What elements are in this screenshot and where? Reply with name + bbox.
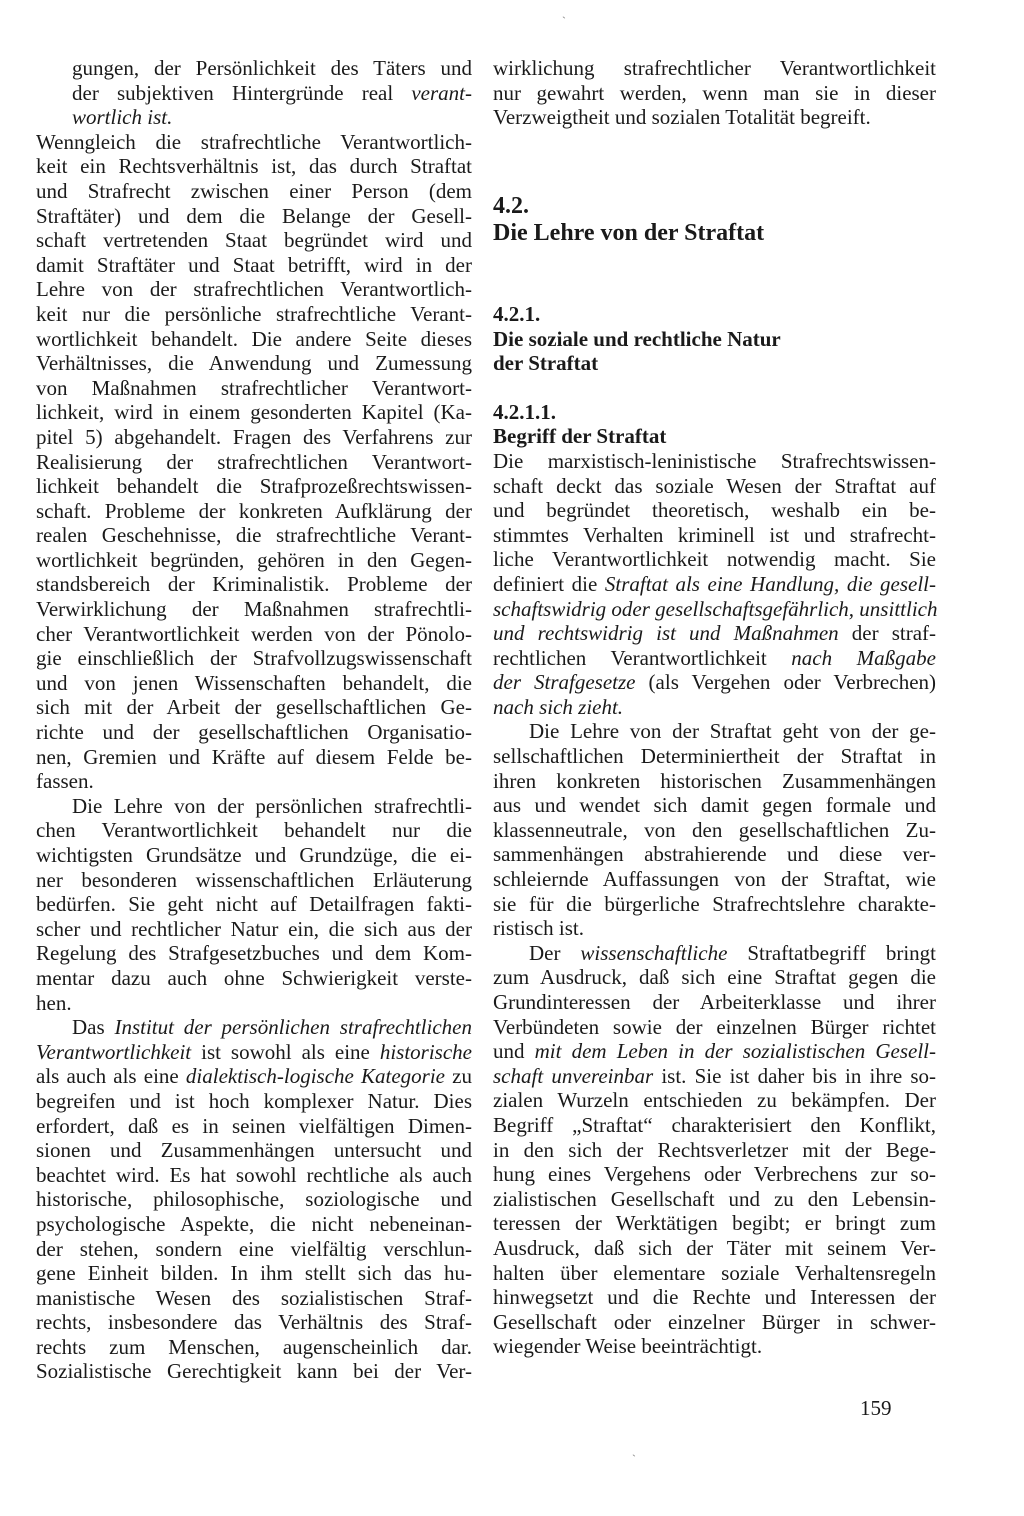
text-line: pitel 5) abgehandelt. Fragen des Verfahrens zur: [36, 424, 472, 449]
text-line: hen.: [36, 990, 72, 1015]
text-line: ner besonderen wissenschaftlichen Erläuterung: [36, 867, 472, 892]
text-line: cher Verantwortlichkeit werden von der Pönolo-: [36, 621, 472, 646]
right-intro: [493, 56, 936, 130]
text-line: als auch als eine dialektisch-logische Kategorie zu: [36, 1064, 472, 1089]
text-line: teressen der Werktätigen begibt; er bringt zum: [493, 1211, 936, 1236]
text-line: rechts, insbesondere das Verhältnis des Straf-: [36, 1310, 472, 1335]
text-line: schaft deckt das soziale Wesen der Straftat auf: [493, 473, 936, 498]
text-line: sammenhängen abstrahierende und diese ver-: [493, 842, 936, 867]
text-line: historische, philosophische, soziologische und: [36, 1187, 472, 1212]
text-line: bedürfen. Sie geht nicht auf Detailfragen fakti-: [36, 892, 472, 917]
text-line: standsbereich der Kriminalistik. Probleme der: [36, 572, 472, 597]
text-line: zialistischen Gesellschaft und zu den Lebensin-: [493, 1186, 936, 1211]
text-line: in den sich der Rechtsverletzer mit der Bege-: [493, 1137, 936, 1162]
text-line: und Strafrecht zwischen einer Person (dem: [36, 178, 472, 203]
text-line: schaft. Probleme der konkreten Aufklärung der: [36, 498, 472, 523]
text-line: lichkeit, wird in einem gesonderten Kapitel (Ka-: [36, 400, 472, 425]
text-line: nen, Gremien und Kräfte auf diesem Felde be-: [36, 744, 472, 769]
text-line: ihren konkreten historischen Zusammenhängen: [493, 768, 936, 793]
text-line: halten über elementare soziale Verhaltensregeln: [493, 1260, 936, 1285]
text-line: wortlich ist.: [72, 105, 173, 130]
text-line: Verbündeten sowie der einzelnen Bürger richtet: [493, 1014, 936, 1039]
text-line: sionen und Zusammenhängen untersucht und: [36, 1138, 472, 1163]
text-line: Verantwortlichkeit ist sowohl als eine historische: [36, 1039, 472, 1064]
text-line: scher und rechtlicher Natur ein, die sich aus der: [36, 916, 472, 941]
text-line: Die Lehre von der Straftat geht von der ge-: [529, 719, 936, 744]
text-line: nach sich zieht.: [493, 694, 624, 719]
section-title: Die Lehre von der Straftat: [493, 220, 765, 247]
text-line: der stehen, sondern eine vielfältig verschlun-: [36, 1236, 472, 1261]
text-line: realen Geschehnisse, die strafrechtliche Verant-: [36, 523, 472, 548]
text-line: keit nur die persönliche strafrechtliche Verant-: [36, 301, 472, 326]
text-line: begreifen und ist hoch komplexer Natur. Dies: [36, 1088, 472, 1113]
text-line: schaft vertretenden Staat begründet wird und: [36, 228, 472, 253]
scan-mark-bottom: ˋ: [632, 1452, 636, 1466]
text-line: gene Einheit bilden. In ihm stellt sich das hu-: [36, 1261, 472, 1286]
text-line: beachtet wird. Es hat sowohl rechtliche als auch: [36, 1162, 472, 1187]
text-line: wortlichkeit begründen, gehören in den Gegen-: [36, 547, 472, 572]
text-line: gie einschließlich der Strafvollzugswissenschaft: [36, 646, 472, 671]
text-line: schaft unvereinbar ist. Sie ist daher bis in ihre so-: [493, 1063, 936, 1088]
text-line: sellschaftlichen Determiniertheit der Straftat in: [493, 744, 936, 769]
text-line: hinwegsetzt und die Rechte und Interessen der: [493, 1285, 936, 1310]
text-line: wirklichung strafrechtlicher Verantwortlichkeit: [493, 56, 936, 80]
text-line: sie für die bürgerliche Strafrechtslehre charakte-: [493, 891, 936, 916]
right-column: [493, 56, 936, 1359]
text-line: Straftäter) und dem die Belange der Gesell-: [36, 203, 472, 228]
text-line: richte und der gesellschaftlichen Organisatio-: [36, 720, 472, 745]
text-line: gungen, der Persönlichkeit des Täters und: [72, 56, 472, 80]
text-line: zialen Wurzeln entschieden zu bekämpfen. Der: [493, 1088, 936, 1113]
section-number: 4.2.: [493, 192, 529, 219]
text-line: Gesellschaft oder einzelner Bürger in schwer-: [493, 1309, 936, 1334]
subsection-title-line-2: der Straftat: [493, 351, 599, 376]
text-line: der Strafgesetze (als Vergehen oder Verbrechen): [493, 670, 937, 695]
text-line: Grundinteressen der Arbeiterklasse und ihrer: [493, 990, 936, 1014]
subsection-number: 4.2.1.: [493, 301, 541, 326]
text-line: wortlichkeit behandelt. Die andere Seite dieses: [36, 326, 472, 351]
text-line: rechts zum Menschen, augenscheinlich dar.: [36, 1334, 472, 1359]
text-line: sich mit der Arbeit der gesellschaftlichen Ge-: [36, 695, 472, 720]
text-line: schleiernde Auffassungen von der Straftat, wie: [493, 867, 936, 892]
text-line: Die marxistisch-leninistische Strafrechtswissen-: [493, 448, 936, 473]
scan-mark-top: ˋ: [562, 14, 566, 28]
text-line: und rechtswidrig ist und Maßnahmen der straf-: [493, 621, 936, 646]
text-line: fassen.: [36, 769, 94, 794]
text-line: und mit dem Leben in der sozialistischen Gesell-: [493, 1039, 936, 1064]
text-line: von Maßnahmen strafrechtlicher Verantwort-: [36, 375, 472, 400]
left-column: [36, 56, 472, 1384]
text-line: Realisierung der strafrechtlichen Verantwort-: [36, 449, 472, 474]
subsubsection-title: Begriff der Straftat: [493, 424, 667, 449]
text-line: wiegender Weise beeinträchtigt.: [493, 1334, 763, 1359]
text-line: chen Verantwortlichkeit behandelt nur die: [36, 818, 472, 843]
text-line: schaftswidrig oder gesellschaftsgefährlich, unsittlich: [493, 596, 938, 621]
text-line: lichkeit behandelt die Strafprozeßrechtswissen-: [36, 474, 472, 499]
text-line: wichtigsten Grundsätze und Grundzüge, die ei-: [36, 843, 472, 867]
text-line: aus und wendet sich damit gegen formale und: [493, 793, 936, 818]
subsubsection-number: 4.2.1.1.: [493, 399, 556, 424]
text-line: damit Straftäter und Staat betrifft, wird in der: [36, 252, 472, 277]
text-line: Begriff „Straftat“ charakterisiert den Konflikt,: [493, 1112, 936, 1137]
text-line: zum Ausdruck, daß sich eine Straftat gegen die: [493, 965, 936, 990]
text-line: Der wissenschaftliche Straftatbegriff bringt: [529, 940, 936, 965]
text-line: liche Verantwortlichkeit notwendig macht. Sie: [493, 547, 936, 572]
text-line: mentar dazu auch ohne Schwierigkeit verste-: [36, 965, 472, 990]
text-line: Lehre von der strafrechtlichen Verantwortlich-: [36, 277, 472, 302]
text-line: Verwirklichung der Maßnahmen strafrechtli-: [36, 597, 472, 622]
text-line: manistische Wesen des sozialistischen Straf-: [36, 1285, 472, 1310]
text-line: Verzweigtheit und sozialen Totalität begreift.: [493, 105, 871, 130]
text-line: psychologische Aspekte, die nicht nebeneinan-: [36, 1211, 472, 1236]
page-number: 159: [860, 1396, 892, 1420]
text-line: Die Lehre von der persönlichen strafrechtli-: [72, 793, 472, 818]
text-line: erfordert, daß es in seinen vielfältigen Dimen-: [36, 1113, 472, 1138]
text-line: und von jenen Wissenschaften behandelt, die: [36, 670, 472, 695]
text-line: stimmtes Verhalten kriminell ist und strafrecht-: [493, 522, 936, 547]
text-line: definiert die Straftat als eine Handlung, die gesell-: [493, 571, 936, 596]
text-line: nur gewahrt werden, wenn man sie in dieser: [493, 80, 936, 105]
text-line: der subjektiven Hintergründe real verant-: [72, 80, 472, 105]
text-line: und begründet theoretisch, weshalb ein be-: [493, 498, 936, 523]
text-line: hung eines Vergehens oder Verbrechens zur so-: [493, 1162, 936, 1187]
text-line: Ausdruck, daß sich der Täter mit seinem Ver-: [493, 1235, 936, 1260]
text-line: Das Institut der persönlichen strafrechtlichen: [72, 1015, 472, 1040]
text-line: klassenneutrale, von den gesellschaftlichen Zu-: [493, 817, 936, 842]
text-line: keit ein Rechtsverhältnis ist, das durch Straftat: [36, 154, 472, 179]
text-line: Verhältnisses, die Anwendung und Zumessung: [36, 351, 472, 376]
text-line: Sozialistische Gerechtigkeit kann bei der Ver-: [36, 1359, 472, 1384]
right-body: [493, 449, 936, 1359]
text-line: Wenngleich die strafrechtliche Verantwortlich-: [36, 129, 472, 154]
text-line: rechtlichen Verantwortlichkeit nach Maßgabe: [493, 645, 936, 670]
subsection-title-line-1: Die soziale und rechtliche Natur: [493, 326, 781, 351]
text-line: Regelung des Strafgesetzbuches und dem Kom-: [36, 941, 472, 966]
text-line: ristisch ist.: [493, 916, 585, 941]
